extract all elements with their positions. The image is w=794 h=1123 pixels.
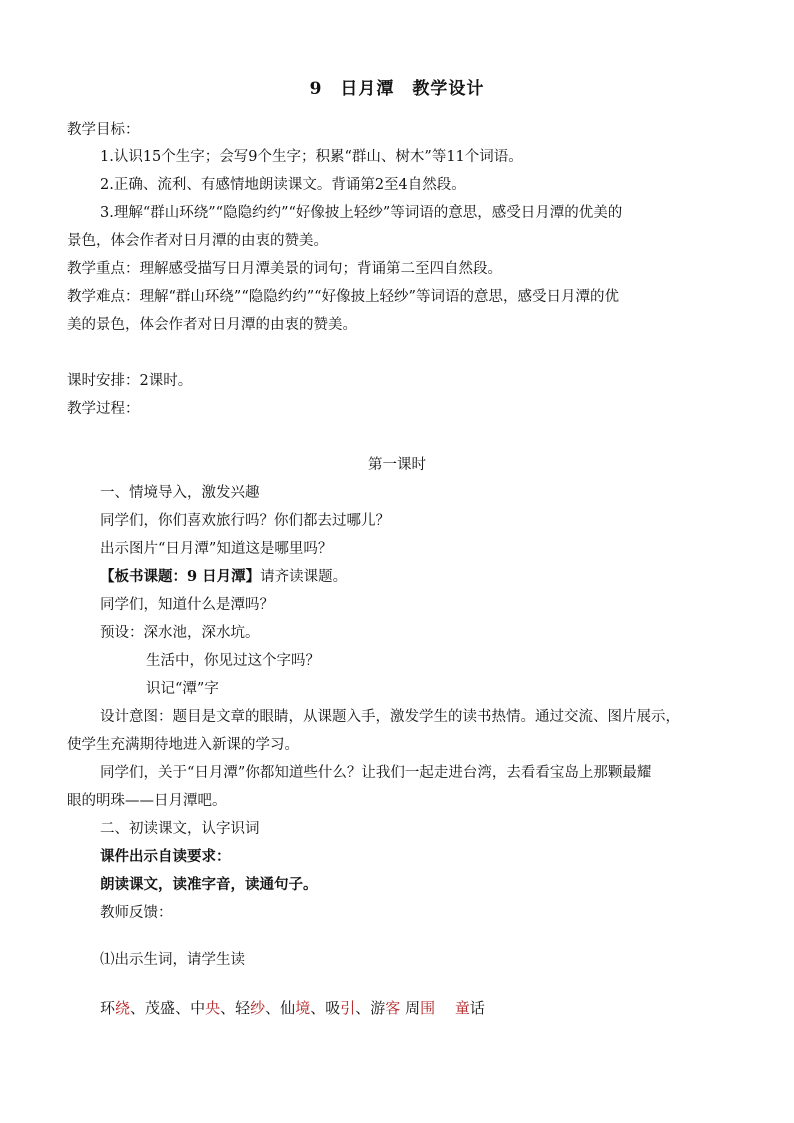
question-3: 同学们，知道什么是潭吗？: [100, 597, 274, 613]
vocab-char: 话: [469, 999, 485, 1017]
life-question: 生活中，你见过这个字吗？: [146, 653, 320, 669]
schedule: 课时安排：2课时。: [67, 373, 193, 389]
objective-1: 1.认识15个生字；会写9个生字；积累“群山、树木”等11个词语。: [100, 149, 523, 165]
courseware-req: 课件出示自读要求：: [100, 848, 231, 865]
question-1: 同学们，你们喜欢旅行吗？你们都去过哪儿？: [100, 513, 390, 529]
vocabulary-line: [100, 998, 794, 1018]
word-separator: [435, 999, 455, 1017]
vocab-char: 周: [405, 999, 421, 1017]
vocab-char-red: 绕: [115, 999, 131, 1017]
step-1: ⑴出示生词，请学生读: [100, 952, 245, 968]
objective-3-cont: 景色，体会作者对日月潭的由衷的赞美。: [67, 233, 328, 249]
intro-2: 眼的明珠——日月潭吧。: [67, 793, 227, 809]
teacher-feedback: 教师反馈：: [100, 905, 173, 921]
design-intent-2: 使学生充满期待地进入新课的学习。: [67, 737, 299, 753]
vocab-char: 吸: [325, 999, 341, 1017]
objective-3: 3.理解“群山环绕”“隐隐约约”“好像披上轻纱”等词语的意思，感受日月潭的优美的: [100, 205, 623, 221]
difficulty-2: 美的景色，体会作者对日月潭的由衷的赞美。: [67, 317, 357, 333]
word-separator: 、: [220, 999, 236, 1017]
board-title-rest: 请齐读课题。: [260, 569, 348, 585]
difficulty-1: 教学难点：理解“群山环绕”“隐隐约约”“好像披上轻纱”等词语的意思，感受日月潭的优: [67, 289, 619, 305]
vocab-char-red: 童: [454, 999, 470, 1017]
objectives-label: 教学目标：: [67, 122, 140, 138]
word-separator: 、: [130, 999, 146, 1017]
word-separator: 、: [175, 999, 191, 1017]
design-intent-1: 设计意图：题目是文章的眼睛，从课题入手，激发学生的读书热情。通过交流、图片展示，: [100, 709, 680, 725]
vocab-char-red: 客: [385, 999, 401, 1017]
remember-char: 识记“潭”字: [146, 681, 219, 697]
lesson-title: 第一课时: [368, 457, 426, 473]
vocab-char-red: 央: [205, 999, 221, 1017]
board-title-bold: 【板书课题：9 日月潭】: [100, 568, 261, 585]
document-title: 9 日月潭 教学设计: [309, 79, 485, 99]
word-separator: 、: [265, 999, 281, 1017]
vocab-char-red: 纱: [250, 999, 266, 1017]
key-point: 教学重点：理解感受描写日月潭美景的词句；背诵第二至四自然段。: [67, 261, 502, 277]
vocab-char: 轻: [235, 999, 251, 1017]
word-separator: 、: [310, 999, 326, 1017]
vocab-char: 仙: [280, 999, 296, 1017]
objective-2: 2.正确、流利、有感情地朗读课文。背诵第2至4自然段。: [100, 177, 466, 193]
vocab-char: 游: [370, 999, 386, 1017]
vocab-char: 中: [190, 999, 206, 1017]
board-title-line: [100, 567, 794, 587]
section-2-heading: 二、初读课文，认字识词: [100, 821, 260, 837]
word-separator: 、: [355, 999, 371, 1017]
reading-requirement: 朗读课文，读准字音，读通句子。: [100, 876, 318, 893]
vocab-char-red: 引: [340, 999, 356, 1017]
vocab-char-red: 围: [420, 999, 436, 1017]
vocab-char: 环: [100, 999, 116, 1017]
preset-answer: 预设：深水池，深水坑。: [100, 625, 260, 641]
vocab-char: 茂盛: [145, 999, 176, 1017]
vocab-char-red: 境: [295, 999, 311, 1017]
intro-1: 同学们，关于“日月潭”你都知道些什么？让我们一起走进台湾，去看看宝岛上那颗最耀: [100, 765, 652, 781]
question-2: 出示图片“日月潭”知道这是哪里吗？: [100, 541, 333, 557]
section-1-heading: 一、情境导入，激发兴趣: [100, 485, 260, 501]
process-label: 教学过程：: [67, 401, 140, 417]
